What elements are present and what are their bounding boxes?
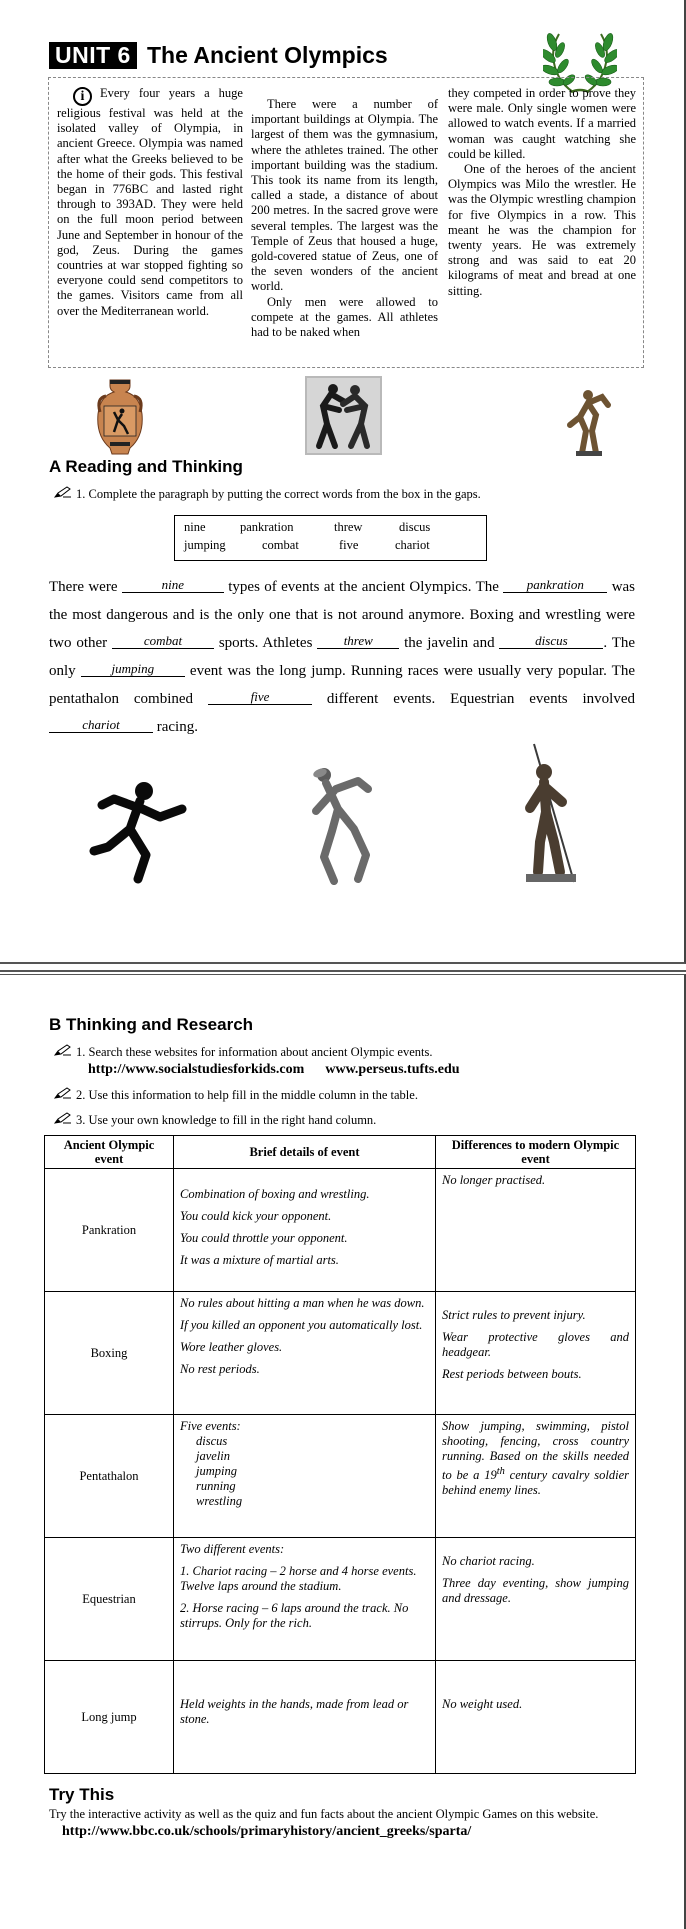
detail-list-item: javelin: [196, 1449, 231, 1463]
modern-differences: [436, 1538, 636, 1661]
detail-line: Five events:: [180, 1419, 241, 1433]
page-title: The Ancient Olympics: [147, 42, 388, 68]
pencil-icon: [54, 1112, 72, 1124]
gap-fill-paragraph: [49, 573, 635, 741]
intro-paragraph: Only men were allowed to compete at the games. All athletes had to be naked when: [251, 294, 438, 340]
word-box-word: pankration: [240, 520, 294, 534]
paragraph-text: There were: [49, 579, 118, 595]
bronze-statue-image: [562, 383, 616, 457]
instruction-text: 2. Use this information to help fill in the middle column in the table.: [76, 1088, 418, 1102]
detail-line: You could throttle your opponent.: [180, 1231, 348, 1245]
word-box: [174, 515, 487, 561]
difference-line: No chariot racing.: [442, 1554, 535, 1568]
info-icon: i: [73, 87, 92, 106]
answer-blank[interactable]: pankration: [503, 577, 607, 593]
event-details: [174, 1169, 436, 1292]
modern-differences: [436, 1415, 636, 1538]
word-box-word: discus: [399, 520, 431, 534]
detail-list-item: wrestling: [196, 1494, 243, 1508]
answer-blank[interactable]: combat: [112, 633, 214, 649]
paragraph-text: the javelin and: [404, 635, 495, 651]
answer-blank[interactable]: discus: [499, 633, 603, 649]
website-links: [88, 1062, 460, 1077]
table-row: [45, 1661, 636, 1774]
difference-line: Rest periods between bouts.: [442, 1367, 582, 1381]
detail-line: No rest periods.: [180, 1362, 260, 1376]
detail-line: You could kick your opponent.: [180, 1209, 332, 1223]
column-header: Differences to modern Olympic event: [436, 1136, 636, 1169]
detail-line: 2. Horse racing – 6 laps around the track. No stirrups. Only for the rich.: [180, 1601, 409, 1630]
detail-list-item: discus: [196, 1434, 228, 1448]
event-details: [174, 1415, 436, 1538]
word-box-word: five: [339, 538, 359, 552]
paragraph-text: racing.: [156, 719, 198, 735]
difference-text: century cavalry soldier behind enemy lines.: [442, 1468, 629, 1498]
paragraph-text: event was the long jump. Running races were usually very popular. The pentathalon combined: [49, 663, 636, 707]
pencil-icon: [54, 486, 72, 498]
research-task-2: [54, 1087, 418, 1103]
section-a-instruction: [54, 486, 481, 502]
page-separator: [0, 964, 686, 972]
detail-line: No rules about hitting a man when he was down.: [180, 1296, 425, 1310]
detail-list-item: running: [196, 1479, 236, 1493]
difference-line: Three day eventing, show jumping and dressage.: [442, 1576, 629, 1605]
amphora-image: [92, 378, 148, 457]
table-row: [45, 1292, 636, 1415]
word-box-word: jumping: [184, 538, 226, 552]
intro-column-2: [251, 97, 438, 340]
table-row: [45, 1538, 636, 1661]
word-box-word: nine: [184, 520, 206, 534]
pencil-icon: [54, 1087, 72, 1099]
discus-thrower-image: [308, 765, 377, 885]
answer-blank[interactable]: chariot: [49, 717, 153, 733]
bbc-link[interactable]: http://www.bbc.co.uk/schools/primaryhistory/ancient_greeks/sparta/: [62, 1824, 472, 1839]
runner-image: [86, 777, 192, 886]
instruction-text: 1. Search these websites for information about ancient Olympic events.: [76, 1045, 433, 1059]
research-task-3: [54, 1112, 376, 1128]
column-header: Brief details of event: [174, 1136, 436, 1169]
word-box-word: combat: [262, 538, 299, 552]
answer-blank[interactable]: threw: [317, 633, 399, 649]
event-name: Pankration: [45, 1169, 174, 1292]
paragraph-text: was the most dangerous and is the only one that is not around anymore. Boxing and wrestling were two other: [49, 579, 636, 651]
research-task-1: [54, 1044, 433, 1060]
event-name: Boxing: [45, 1292, 174, 1415]
javelin-statue-image: [504, 742, 600, 886]
page-1: [0, 0, 686, 964]
event-details: [174, 1292, 436, 1415]
event-details: [174, 1538, 436, 1661]
event-name: Long jump: [45, 1661, 174, 1774]
detail-line: Wore leather gloves.: [180, 1340, 283, 1354]
intro-column-3: [448, 86, 636, 299]
difference-line: Strict rules to prevent injury.: [442, 1308, 586, 1322]
answer-blank[interactable]: five: [208, 689, 312, 705]
try-this-text: Try the interactive activity as well as the quiz and fun facts about the ancient Olympic Games on this website.: [49, 1807, 599, 1821]
try-this-heading: Try This: [49, 1785, 115, 1804]
difference-text: Show jumping, swimming, pistol shooting, fencing, cross country running. Based on the skills needed to be a 19: [442, 1419, 629, 1483]
paragraph-text: types of events at the ancient Olympics. The: [228, 579, 499, 595]
website-link[interactable]: http://www.socialstudiesforkids.com: [88, 1062, 305, 1077]
website-link[interactable]: www.perseus.tufts.edu: [325, 1062, 460, 1077]
instruction-text: 3. Use your own knowledge to fill in the right hand column.: [76, 1113, 377, 1127]
event-details: [174, 1661, 436, 1774]
table-row: [45, 1415, 636, 1538]
olympic-events-table: [44, 1135, 636, 1774]
modern-differences: [436, 1292, 636, 1415]
detail-line: If you killed an opponent you automatically lost.: [180, 1318, 423, 1332]
answer-blank[interactable]: nine: [122, 577, 224, 593]
intro-paragraph: Every four years a huge religious festival was held at the isolated valley of Olympia, in ancient Greece. Olympia was named after what the Greeks believed to be the home of their gods. This festival began in 776BC and lasted right through to 393AD. They were held on the full moon period between June and September in honour of the god, Zeus. During the games countries at war stopped fighting so everyone could send competitors to the games. Visitors came from all over the Mediterranean world.: [57, 86, 243, 318]
difference-line: [442, 1419, 629, 1498]
section-a-heading: A Reading and Thinking: [49, 457, 243, 476]
paragraph-text: different events. Equestrian events involved: [326, 691, 635, 707]
word-box-word: threw: [334, 520, 363, 534]
modern-differences: [436, 1661, 636, 1774]
detail-line: Combination of boxing and wrestling.: [180, 1187, 370, 1201]
answer-blank[interactable]: jumping: [81, 661, 185, 677]
difference-line: Wear protective gloves and headgear.: [442, 1330, 629, 1359]
superscript: th: [496, 1466, 505, 1477]
intro-text-box: [48, 77, 644, 368]
intro-column-1: [57, 86, 243, 319]
column-header: Ancient Olympic event: [45, 1136, 174, 1169]
intro-paragraph: One of the heroes of the ancient Olympics was Milo the wrestler. He was the Olympic wrestling champion for five Olympics in a row. This meant he was the champion for twenty years. He was extremely strong and was said to eat 20 kilograms of meat and bread at one sitting.: [448, 162, 636, 298]
detail-line: Two different events:: [180, 1542, 285, 1556]
table-header-row: [45, 1136, 636, 1169]
intro-paragraph: they competed in order to prove they were male. Only single women were allowed to watch events. If a married woman was caught watching she could be killed.: [448, 86, 636, 161]
detail-line: Held weights in the hands, made from lead or stone.: [180, 1697, 409, 1726]
pencil-icon: [54, 1044, 72, 1056]
instruction-text: 1. Complete the paragraph by putting the correct words from the box in the gaps.: [76, 487, 481, 501]
event-name: Pentathalon: [45, 1415, 174, 1538]
word-box-word: chariot: [395, 538, 430, 552]
table-row: [45, 1169, 636, 1292]
wrestlers-image: [305, 376, 382, 455]
intro-paragraph: There were a number of important buildings at Olympia. The largest of them was the gymnasium, where the athletes trained. The other important building was the stadium. This took its name from its length, called a stade, a distance of about 200 metres. In the sacred grove were several temples. The largest was the Temple of Zeus that housed a huge, gold-covered statue of Zeus, one of the seven wonders of the ancient world.: [251, 97, 438, 294]
unit-label: UNIT 6: [49, 42, 137, 69]
difference-line: No weight used.: [442, 1697, 523, 1711]
modern-differences: [436, 1169, 636, 1292]
detail-line: It was a mixture of martial arts.: [180, 1253, 339, 1267]
detail-line: 1. Chariot racing – 2 horse and 4 horse events. Twelve laps around the stadium.: [180, 1564, 417, 1593]
difference-line: No longer practised.: [442, 1173, 546, 1187]
paragraph-text: sports. Athletes: [218, 635, 313, 651]
detail-list-item: jumping: [196, 1464, 237, 1478]
section-b-heading: B Thinking and Research: [49, 1015, 254, 1034]
event-name: Equestrian: [45, 1538, 174, 1661]
paragraph-text: . The only: [49, 635, 636, 679]
